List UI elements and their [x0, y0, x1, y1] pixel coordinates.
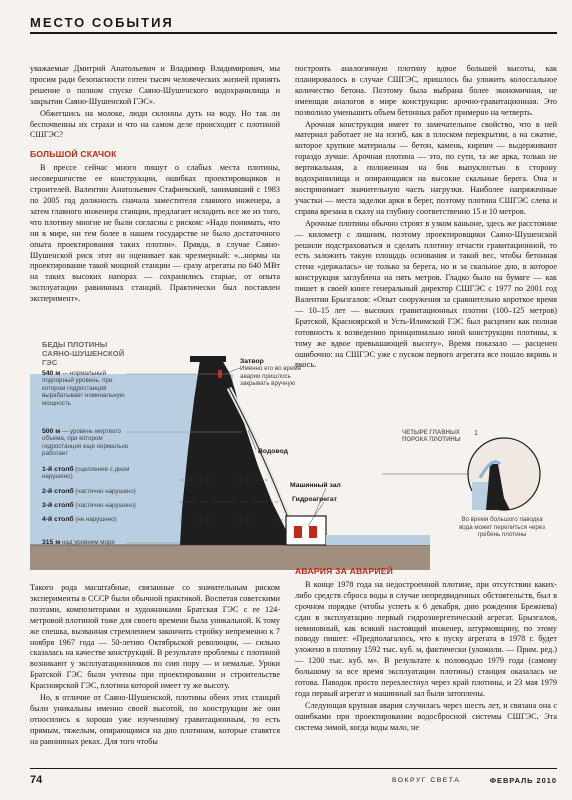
article-column-1-top — [30, 64, 280, 336]
paragraph: Арочные плотины обычно строят в узком каньоне, здесь же расстояние — километр с лишним, поэтому проектировщики Саяно-Шушенской решили подстраховаться и сделать плотину отчасти гравитационной, то есть заложить такую площадь основания и такой вес, чтобы бетонная стена «держалась» не только за берега, но и за скальное дно, в которое конструкция заглублена на пять метров. Гладко было на бумаге — как пишет в своей книге генеральный директор СШГЭС с 1977 по 2001 год Валентин Брызгалов: «Опыт сооружения за сравнительно короткое время — 10–15 лет — высоких гравитационных плотин (100–125 метров) Братской, Красноярской и Усть-Илимской ГЭС был расценен как полная готовность к возведению принципиально иной конструкции плотины, к тому же вдвое превышающей высоту». Время показало — расценен ошибочно: на СШГЭС уже с пуском первого агрегата все пошло вкривь и вкось. — [295, 218, 557, 370]
paragraph: Следующая крупная авария случилась через шесть лет, и связана она с ошибками при проектировании водосбросной системы СШГЭС. Эта система зимой, когда воды мало, не — [295, 700, 557, 732]
level-note: над уровнем моря — [62, 539, 115, 546]
paragraph: Арочная конструкция имеет то замечательное свойство, что в ней материал работает не на изгиб, как в плоском перекрытии, а на сжатие, которое хрупкие материалы — бетон, камень, кирпич — выдерживают гораздо лучше. Арочная плотина — это, по сути, та же арка, только не вертикальная, а положенная на бок выпуклостью в сторону водохранилища и опирающаяся на высокие скальные берега. Она и воспринимает значительную часть нагрузки. Наиболее напряженные участки — места заделки арки в берег, поэтому плотина СШГЭС слева и справа врезана в скалу на глубину соответственно 15 и 10 метров. — [295, 119, 557, 216]
paragraph: Но, в отличие от Саяно-Шушенской, плотины обеих этих станций были уникальны именно своей высотой, по конструкции же они относились к хорошо уже изученному гравитационным, то есть прямым, тяжелым, опирающимся на дно плотинам, которые ставятся на равнинных реках. Для того чтобы — [30, 693, 280, 746]
rubric-title: МЕСТО СОБЫТИЯ — [30, 15, 174, 30]
column-title: 4-й столб — [42, 516, 74, 523]
section-rubric — [30, 12, 557, 34]
turbine-title: Гидроагрегат — [292, 496, 337, 503]
dam-diagram — [30, 330, 430, 570]
turbine-unit — [294, 526, 302, 538]
level-value: 315 м — [42, 539, 61, 546]
inset-four-vices — [380, 428, 558, 548]
column-label-3 — [42, 502, 162, 509]
paragraph: построить аналогичную плотину вдвое большей высоты, как планировалось в случае СШГЭС, пришлось бы уложить колоссальное количество бетона. Поэтому была выбрана более экономичная, не имеющая аналогов в мире конструкция: арочно-гравитационная. Это позволило уменьшить объем бетонных работ примерно на четверть. — [295, 64, 557, 117]
inset-illustration — [380, 428, 558, 518]
paragraph: В конце 1978 года на недостроенной плотине, при отсутствии каких-либо средств сброса воды в случае непредвиденных обстоятельств, был в срочном порядке (чтобы успеть к 6 декабря, дню рождения Брежнева) сдан в эксплуатацию первый гидроэнергетический агрегат. Брызгалов, невиновный, как всякий настоящий инженер, штурмовщину, по этому поводу пишет: «Предполагалось, что к пуску агрегата в 1978 г. будет уложено в плотину 1592 тыс. куб. м, фактически (уложили. — Прим. ред.) — 1200 тыс. куб. м». В результате к половодью 1979 года (самому большому за все время эксплуатации плотины) станция оказалась не готова. Паводок просто перехлестнул через край плотины, и 23 мая 1979 года первый агрегат и машинный зал были затоплены. — [295, 579, 557, 698]
level-value: 540 м — [42, 370, 61, 377]
paragraph: Такого рода масштабные, связанные со значительным риском эксперименты в СССР были обычной практикой. Воспетая советскими поэтами, композиторами и художниками Братская ГЭС с ее 124-метровой плотиной тоже для своего времени была уникальной. К тому же спешка, вызванная стремлением закончить стройку непременно к 7 ноября 1967 года — 50-летию Октябрьской революции, — сильно сказалась на качестве конструкций. В результате проблемы с плотиной возникают у эксплуатационников по сию пору — и немалые. Уроки Братской ГЭС были учтены при проектировании и строительстве Красноярской ГЭС, плотина которой имеет ту же высоту. — [30, 583, 280, 691]
magazine-name: ВОКРУГ СВЕТА — [392, 777, 461, 784]
column-title: 2-й столб — [42, 488, 74, 495]
gate-note: Именно его во время аварии пришлось закрывать вручную — [240, 365, 302, 388]
paragraph: В прессе сейчас много пишут о слабых места плотины, несовершенстве ее конструкции, ошибках проектировщиков и строителей. Валентин Анатольевич Стафиевский, занимавший с 1983 по 2005 год должность сначала заместителя главного инженера, а затем главного инженера станции, предлагает исходить все же из того, что плотину многие не были согласны с риском: «Надо понимать, что ни в мире, ни тем более в нашем государстве не было достаточного опыта проектирования таких плотин». Правда, в случае Саяно-Шушенской риск этот он оценивает как чрезмерный: «...нормы на проектирование такой мощной станции — сразу агрегаты по 640 МВт на таких высоких напорах — сохранились старые, от опыта эксплуатации равнинных станций. Практически был поставлен эксперимент». — [30, 163, 280, 304]
diagram-title: БЕДЫ ПЛОТИНЫ САЯНО-ШУШЕНСКОЙ ГЭС — [42, 340, 125, 367]
turbine-label — [292, 496, 337, 503]
penstock-label — [258, 448, 288, 455]
inset-caption: Во время большого паводка вода может перелиться через гребень плотины — [459, 516, 545, 539]
level-note: — нормальный подпорный уровень, при котором гидростанция вырабатывает номинальную мощность — [42, 370, 125, 407]
dam-crest — [190, 356, 226, 362]
level-label-540 — [42, 370, 134, 407]
inset-title: ЧЕТЫРЕ ГЛАВНЫХ ПОРОКА ПЛОТИНЫ — [402, 430, 461, 444]
section-heading: АВАРИЯ ЗА АВАРИЕЙ — [295, 566, 394, 576]
column-note: (частично нарушено) — [75, 488, 136, 495]
column-title: 1-й столб — [42, 466, 74, 473]
machine-hall-title: Машинный зал — [290, 482, 341, 489]
column-label-1 — [42, 466, 142, 481]
gate-title: Затвор — [240, 358, 264, 365]
machine-hall-label — [290, 482, 341, 489]
article-column-1-bottom — [30, 583, 280, 763]
gate-label — [240, 358, 314, 388]
section-heading: БОЛЬШОЙ СКАЧОК — [30, 149, 117, 160]
page-number: 74 — [30, 774, 43, 786]
article-column-2-bottom — [295, 566, 557, 766]
paragraph: Обжегшись на молоке, люди склонны дуть на воду. Но так ли беспочвенны их страхи и что на самом деле происходит с плотиной СШГЭС? — [30, 108, 280, 140]
inset-number: 1 — [474, 430, 478, 437]
level-label-315 — [42, 539, 162, 546]
penstock-title: Водовод — [258, 448, 288, 455]
turbine-unit — [309, 526, 317, 538]
column-note: (сцепление с дном нарушено) — [42, 466, 130, 481]
paragraph: уважаемые Дмитрий Анатольевич и Владимир Владимирович, мы просим ради безопасности сотен тысяч человеческих жизней принять решение о полном спуске Саяно-Шушенского водохранилища и закрытии Саяно-Шушенской ГЭС». — [30, 64, 280, 106]
machine-hall — [286, 516, 326, 545]
column-label-4 — [42, 516, 162, 523]
column-note: (не нарушено) — [75, 516, 117, 523]
page-footer — [30, 768, 557, 788]
level-value: 500 м — [42, 428, 61, 435]
issue-date: ФЕВРАЛЬ 2010 — [489, 776, 557, 785]
column-note: (частично нарушено) — [75, 502, 136, 509]
column-label-2 — [42, 488, 162, 495]
column-title: 3-й столб — [42, 502, 74, 509]
level-label-500 — [42, 428, 134, 458]
level-note: — уровень мертвого объема, при котором гидростанция еще нормально работает — [42, 428, 129, 458]
